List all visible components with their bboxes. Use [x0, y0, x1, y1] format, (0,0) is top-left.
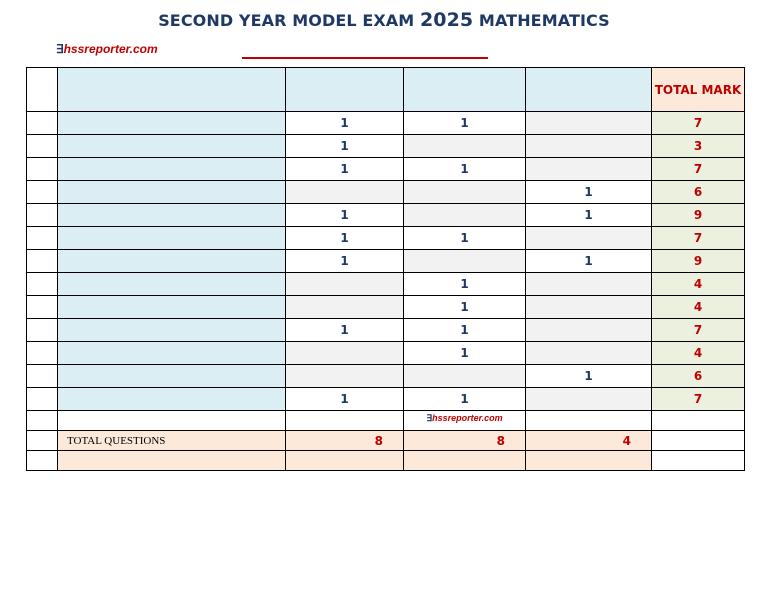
total-mark-cell: 7 — [652, 388, 745, 411]
question-count-cell-c — [526, 296, 652, 319]
row-topic-cell — [58, 342, 286, 365]
table-row — [27, 319, 745, 342]
blank-cell — [286, 411, 404, 431]
row-number-cell — [27, 181, 58, 204]
row-number-cell — [27, 319, 58, 342]
total-mark-cell: 7 — [652, 158, 745, 181]
total-mark-cell: 3 — [652, 135, 745, 158]
total-mark-cell: 7 — [652, 227, 745, 250]
row-number-cell — [27, 365, 58, 388]
table-row — [27, 250, 745, 273]
title-year: 2025 — [419, 9, 474, 31]
question-count-cell-b — [404, 135, 526, 158]
blank-cell — [58, 451, 286, 471]
question-count-cell-b: 1 — [404, 158, 526, 181]
question-count-cell-b — [404, 365, 526, 388]
table-row — [27, 227, 745, 250]
blank-cell — [652, 411, 745, 431]
row-topic-cell — [58, 158, 286, 181]
row-number-cell — [27, 135, 58, 158]
row-topic-cell — [58, 204, 286, 227]
row-number-cell — [27, 204, 58, 227]
question-count-cell-a: 1 — [286, 319, 404, 342]
total-mark-cell: 4 — [652, 296, 745, 319]
question-count-cell-a — [286, 273, 404, 296]
question-count-cell-c: 1 — [526, 204, 652, 227]
blank-cell — [27, 431, 58, 451]
question-count-cell-a — [286, 365, 404, 388]
question-count-cell-a — [286, 181, 404, 204]
row-topic-cell — [58, 319, 286, 342]
row-number-cell — [27, 250, 58, 273]
question-count-cell-c: 1 — [526, 250, 652, 273]
table-row — [27, 112, 745, 135]
row-topic-cell — [58, 388, 286, 411]
question-count-cell-c — [526, 158, 652, 181]
row-number-cell — [27, 296, 58, 319]
question-count-cell-a — [286, 342, 404, 365]
blank-cell — [404, 451, 526, 471]
question-count-cell-a: 1 — [286, 227, 404, 250]
total-mark-cell: 6 — [652, 181, 745, 204]
question-count-cell-b: 1 — [404, 112, 526, 135]
question-count-cell-b: 1 — [404, 319, 526, 342]
total-mark-cell: 4 — [652, 273, 745, 296]
blank-cell — [526, 411, 652, 431]
table-row — [27, 365, 745, 388]
blank-cell — [286, 451, 404, 471]
table-row — [27, 181, 745, 204]
row-topic-cell — [58, 296, 286, 319]
page-title — [0, 9, 768, 31]
site-logo-small — [426, 413, 502, 423]
row-topic-cell — [58, 135, 286, 158]
question-count-cell-b — [404, 250, 526, 273]
total-mark-cell: 9 — [652, 204, 745, 227]
table-row-blank — [27, 411, 745, 431]
logo-text: hssreporter.com — [432, 413, 503, 423]
logo-text: hssreporter.com — [63, 42, 158, 56]
marks-table — [26, 67, 745, 471]
table-row — [27, 158, 745, 181]
table-row — [27, 296, 745, 319]
question-count-cell-b: 1 — [404, 273, 526, 296]
total-mark-cell: 4 — [652, 342, 745, 365]
question-count-cell-b: 1 — [404, 296, 526, 319]
question-count-cell-c — [526, 319, 652, 342]
question-count-cell-b — [404, 204, 526, 227]
question-count-cell-a: 1 — [286, 250, 404, 273]
row-topic-cell — [58, 227, 286, 250]
question-count-cell-c — [526, 135, 652, 158]
title-underline — [242, 57, 488, 59]
header-cell-a — [286, 68, 404, 112]
row-topic-cell — [58, 181, 286, 204]
question-count-cell-a: 1 — [286, 388, 404, 411]
blank-cell — [652, 431, 745, 451]
table-row — [27, 135, 745, 158]
blank-cell — [27, 451, 58, 471]
title-suffix: MATHEMATICS — [473, 11, 610, 30]
table-row — [27, 273, 745, 296]
row-number-cell — [27, 342, 58, 365]
question-count-cell-c — [526, 227, 652, 250]
question-count-cell-a: 1 — [286, 158, 404, 181]
question-count-cell-b: 1 — [404, 388, 526, 411]
logo-mark-icon: ∃ — [56, 42, 64, 56]
question-count-cell-a: 1 — [286, 204, 404, 227]
total-mark-cell: 7 — [652, 112, 745, 135]
blank-cell — [58, 411, 286, 431]
total-questions-row — [27, 431, 745, 451]
header-cell-topic — [58, 68, 286, 112]
total-mark-cell: 7 — [652, 319, 745, 342]
total-mark-cell: 9 — [652, 250, 745, 273]
blank-cell — [526, 451, 652, 471]
question-count-cell-b: 1 — [404, 342, 526, 365]
logo-mark-icon: ∃ — [426, 413, 433, 423]
question-count-cell-c — [526, 112, 652, 135]
question-count-cell-c: 1 — [526, 181, 652, 204]
question-count-cell-c — [526, 388, 652, 411]
row-number-cell — [27, 158, 58, 181]
total-questions-label: TOTAL QUESTIONS — [58, 431, 286, 451]
question-count-cell-a: 1 — [286, 112, 404, 135]
row-topic-cell — [58, 273, 286, 296]
table-row-footer — [27, 451, 745, 471]
title-prefix: SECOND YEAR MODEL EXAM — [158, 11, 420, 30]
header-cell-c — [526, 68, 652, 112]
blank-cell — [27, 411, 58, 431]
site-logo — [56, 42, 158, 56]
header-cell-b — [404, 68, 526, 112]
question-count-cell-c: 1 — [526, 365, 652, 388]
row-number-cell — [27, 112, 58, 135]
table-row — [27, 388, 745, 411]
blank-cell — [652, 451, 745, 471]
table-header-row — [27, 68, 745, 112]
logo-cell — [404, 411, 526, 431]
row-number-cell — [27, 227, 58, 250]
question-count-cell-a: 1 — [286, 135, 404, 158]
question-count-cell-a — [286, 296, 404, 319]
total-mark-cell: 6 — [652, 365, 745, 388]
question-count-cell-c — [526, 273, 652, 296]
question-count-cell-b — [404, 181, 526, 204]
row-topic-cell — [58, 250, 286, 273]
row-number-cell — [27, 273, 58, 296]
header-cell-number — [27, 68, 58, 112]
row-number-cell — [27, 388, 58, 411]
total-questions-a: 8 — [286, 431, 404, 451]
question-count-cell-b: 1 — [404, 227, 526, 250]
total-questions-b: 8 — [404, 431, 526, 451]
table-row — [27, 342, 745, 365]
header-cell-total-mark: TOTAL MARK — [652, 68, 745, 112]
table-row — [27, 204, 745, 227]
total-questions-c: 4 — [526, 431, 652, 451]
question-count-cell-c — [526, 342, 652, 365]
row-topic-cell — [58, 365, 286, 388]
row-topic-cell — [58, 112, 286, 135]
